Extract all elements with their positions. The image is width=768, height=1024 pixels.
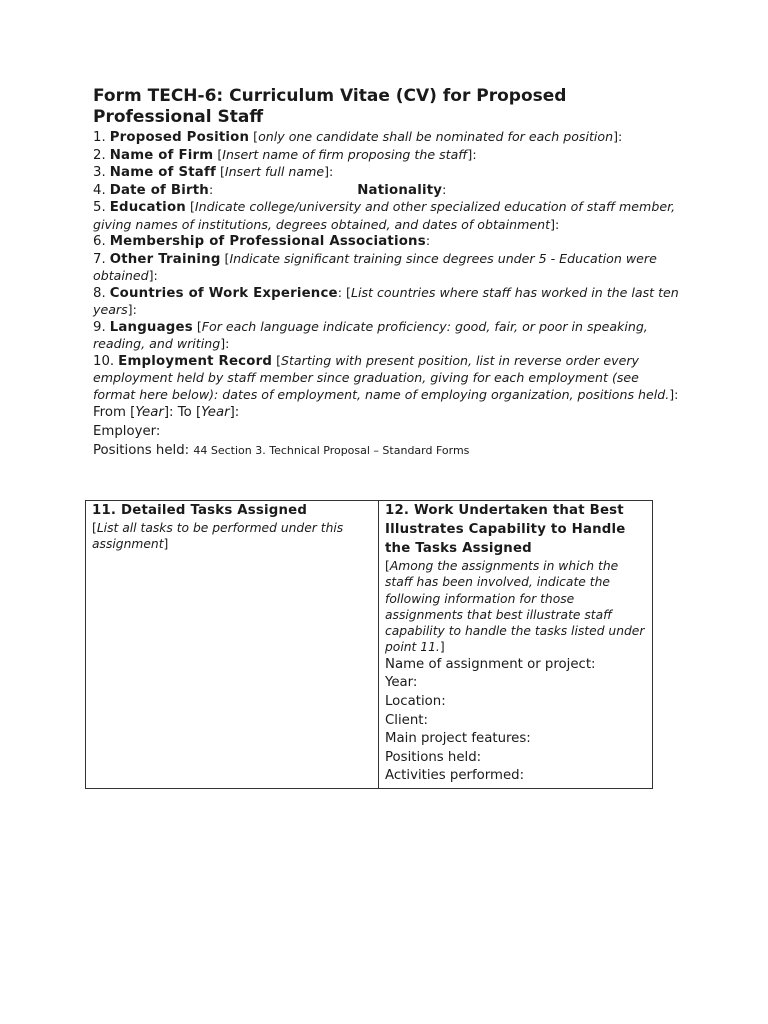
- item-instruction: Indicate significant training since degrees under 5 - Education were obtained: [93, 250, 657, 283]
- work-undertaken-cell: [379, 501, 653, 789]
- item-tail: ]:: [613, 129, 623, 144]
- work-undertaken-heading: 12. Work Undertaken that Best Illustrates Capability to Handle the Tasks Assigned: [385, 503, 626, 556]
- field-year: Year:: [385, 675, 418, 691]
- item-number: 7.: [93, 251, 106, 267]
- item-instruction: For each language indicate proficiency: good, fair, or poor in speaking, reading, and writing: [93, 318, 648, 351]
- item-tail: ]:: [324, 164, 334, 179]
- detailed-tasks-instruction: List all tasks to be performed under this assignment: [92, 521, 344, 552]
- nationality-label: Nationality: [357, 182, 443, 198]
- tasks-table: [85, 500, 653, 789]
- from-label: From [: [93, 405, 136, 420]
- item-number: 10.: [93, 353, 115, 369]
- to-label: ]: To [: [163, 405, 202, 420]
- item-number: 2.: [93, 147, 106, 163]
- item-label: Proposed Position: [109, 130, 250, 145]
- employment-dates: [93, 403, 683, 422]
- item-label: Other Training: [109, 251, 221, 267]
- field-location: Location:: [385, 693, 446, 709]
- item-label: Languages: [109, 319, 193, 335]
- detailed-tasks-note: [List all tasks to be performed under this assignment]: [92, 521, 344, 552]
- item-label: Education: [109, 200, 186, 215]
- item-label: Employment Record: [118, 353, 273, 369]
- item-label: Countries of Work Experience: [109, 285, 338, 301]
- item-instruction: Starting with present position, list in reverse order every employment held by staff member since graduation, giving for each employment (see format here below): dates of employment, name of employing organization, positions held.: [93, 352, 670, 402]
- item-number: 3.: [93, 165, 106, 180]
- item-tail: ]:: [550, 216, 560, 232]
- item-countries: 8. Countries of Work Experience: [List countries where staff has worked in the last ten years]:: [93, 284, 679, 317]
- item-number: 4.: [93, 182, 106, 198]
- item-membership: 6. Membership of Professional Associations:: [93, 233, 431, 249]
- field-main-features: Main project features:: [385, 731, 531, 747]
- item-instruction: Insert full name: [224, 164, 325, 179]
- item-label: Name of Staff: [109, 165, 216, 180]
- field-activities: Activities performed:: [385, 768, 525, 784]
- item-tail: ]:: [467, 146, 477, 162]
- item-number: 6.: [93, 234, 106, 249]
- item-tail: ]:: [148, 268, 158, 283]
- item-name-of-staff: 3. Name of Staff [Insert full name]:: [93, 164, 334, 180]
- item-name-of-firm: 2. Name of Firm [Insert name of firm proposing the staff]:: [93, 146, 477, 163]
- item-number: 9.: [93, 319, 106, 335]
- item-other-training: 7. Other Training [Indicate significant training since degrees under 5 - Education were obtained]:: [93, 250, 657, 283]
- table-row: [86, 501, 653, 789]
- work-undertaken-instruction: Among the assignments in which the staff has been involved, indicate the following information for those assignments that best illustrate staff capability to handle the tasks listed under point 11.: [385, 559, 645, 655]
- item-instruction: only one candidate shall be nominated for each position: [258, 129, 614, 144]
- field-client: Client:: [385, 712, 428, 728]
- item-label: Date of Birth: [109, 182, 209, 198]
- detailed-tasks-cell: [86, 501, 379, 789]
- cv-form: [93, 86, 683, 460]
- item-instruction: List countries where staff has worked in the last ten years: [93, 284, 679, 317]
- item-employment-record: 10. Employment Record [Starting with present position, list in reverse order every employment held by staff member since graduation, giving for each employment (see format here below): dates of employment, name of employing organization, positions held.]:: [93, 352, 679, 402]
- dates-end: ]:: [229, 405, 240, 420]
- item-tail: ]:: [220, 336, 230, 351]
- item-label: Membership of Professional Associations: [109, 234, 426, 249]
- item-languages: 9. Languages [For each language indicate proficiency: good, fair, or poor in speaking, reading, and writing]:: [93, 318, 648, 351]
- item-education: 5. Education [Indicate college/university and other specialized education of staff member, giving names of institutions, degrees obtained, and dates of obtainment]:: [93, 199, 676, 232]
- item-instruction: Insert name of firm proposing the staff: [222, 146, 468, 162]
- field-assignment-name: Name of assignment or project:: [385, 656, 596, 672]
- item-tail: ]:: [669, 386, 679, 402]
- year-placeholder: Year: [135, 405, 164, 420]
- item-number: 5.: [93, 200, 106, 215]
- work-undertaken-note: [Among the assignments in which the staff has been involved, indicate the following information for those assignments that best illustrate staff capability to handle the tasks listed under point 11.]: [385, 559, 645, 655]
- item-number: 1.: [93, 130, 106, 145]
- positions-line: [93, 441, 683, 460]
- nationality: Nationality:: [357, 181, 447, 198]
- item-tail: ]:: [127, 302, 137, 317]
- form-title: Form TECH-6: Curriculum Vitae (CV) for Proposed Professional Staff: [93, 86, 567, 127]
- employer-line: Employer:: [93, 424, 161, 439]
- detailed-tasks-heading: 11. Detailed Tasks Assigned: [92, 503, 308, 518]
- item-label: Name of Firm: [109, 147, 214, 163]
- item-proposed-position: 1. Proposed Position [only one candidate shall be nominated for each position]:: [93, 129, 623, 145]
- year-placeholder: Year: [201, 405, 230, 420]
- item-date-of-birth: 4. Date of Birth: Nationality:: [93, 181, 447, 198]
- item-number: 8.: [93, 285, 106, 301]
- item-instruction: Indicate college/university and other specialized education of staff member, giving names of institutions, degrees obtained, and dates of obtainment: [93, 199, 676, 232]
- page-footer: 44 Section 3. Technical Proposal – Standard Forms: [193, 444, 470, 457]
- field-positions-held: Positions held:: [385, 749, 482, 765]
- positions-label: Positions held:: [93, 443, 190, 458]
